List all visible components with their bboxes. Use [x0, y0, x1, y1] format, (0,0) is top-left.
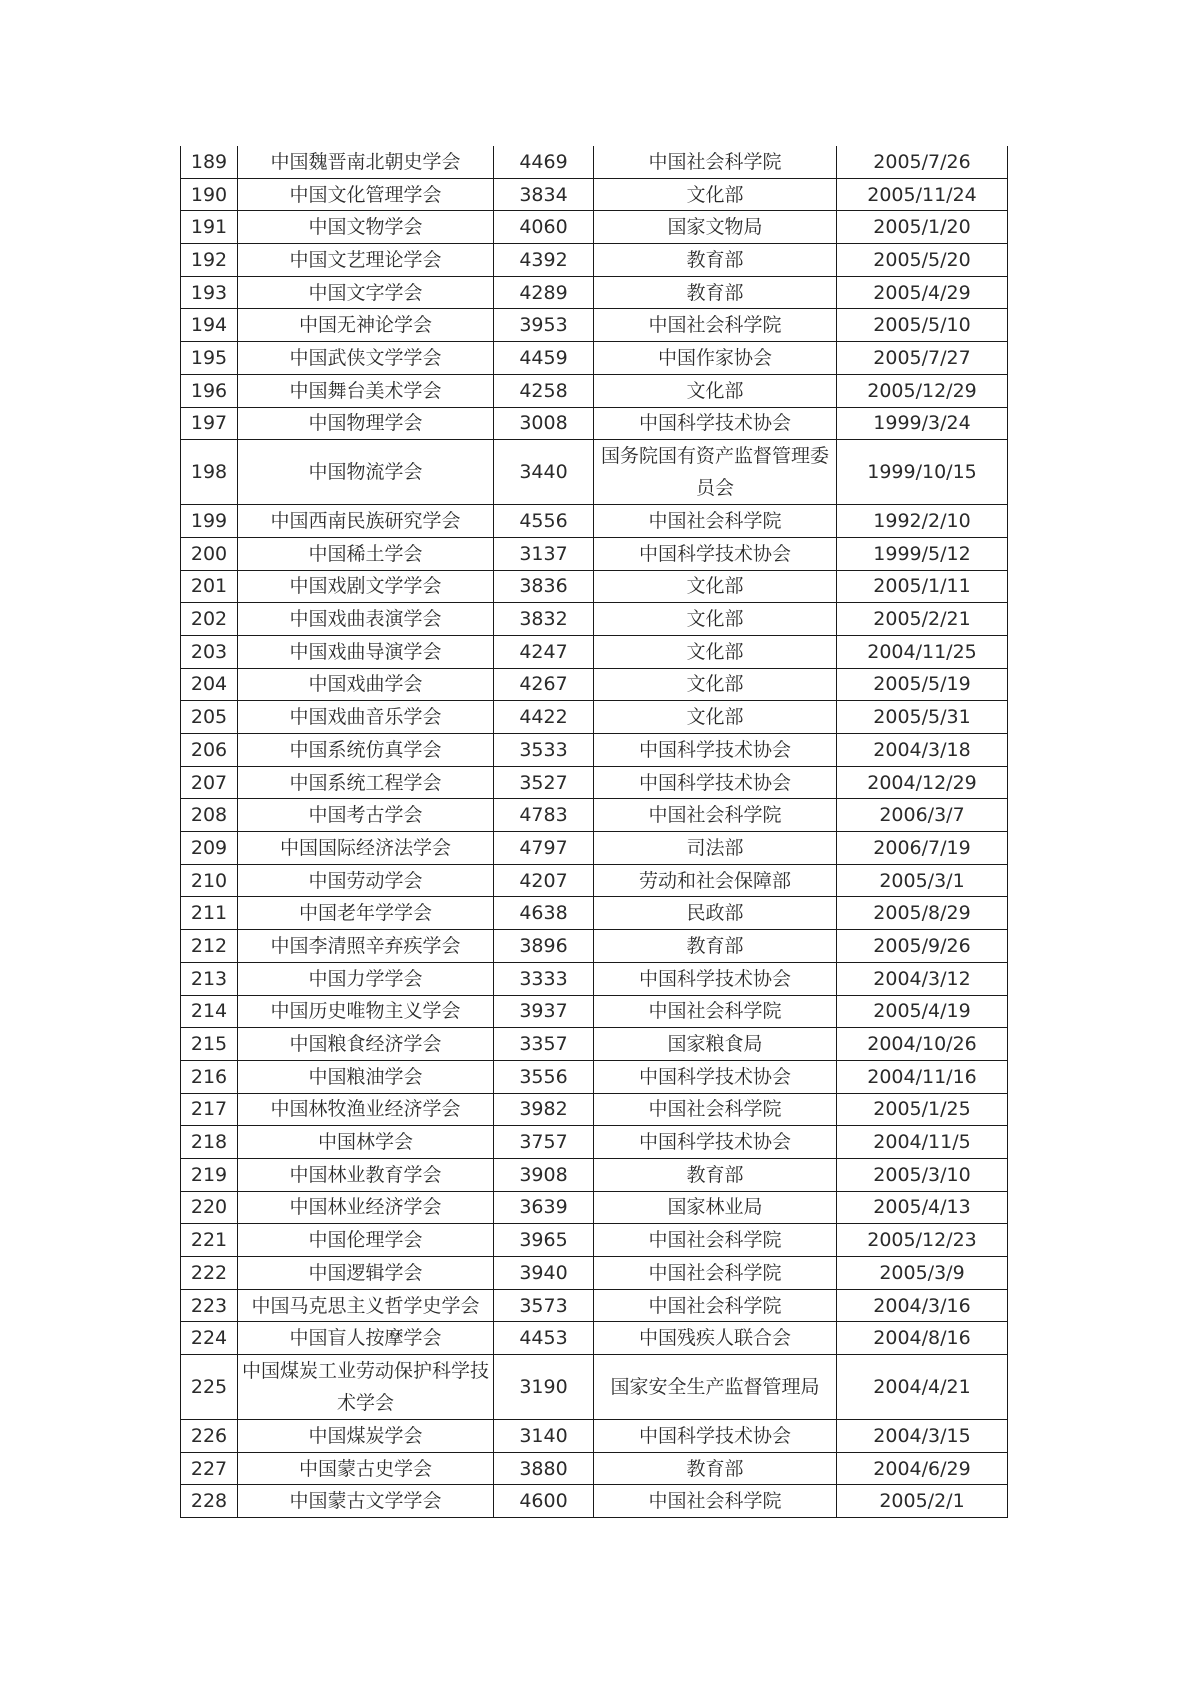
society-name-cell: 中国粮食经济学会 [238, 1028, 494, 1061]
table-row [181, 1093, 1008, 1126]
supervising-unit-cell: 中国社会科学院 [594, 505, 837, 538]
table-row [181, 309, 1008, 342]
supervising-unit-cell: 中国社会科学院 [594, 1224, 837, 1257]
table-row [181, 342, 1008, 375]
date-cell: 2005/4/19 [837, 995, 1008, 1028]
supervising-unit-cell: 中国社会科学院 [594, 1485, 837, 1518]
society-name-cell: 中国老年学学会 [238, 897, 494, 930]
society-name-cell: 中国马克思主义哲学史学会 [238, 1289, 494, 1322]
society-name-cell: 中国国际经济法学会 [238, 832, 494, 865]
registration-number-cell: 3556 [494, 1060, 594, 1093]
date-cell: 2005/7/26 [837, 146, 1008, 178]
table-row [181, 178, 1008, 211]
registration-number-cell: 4267 [494, 668, 594, 701]
supervising-unit-cell: 中国社会科学院 [594, 309, 837, 342]
date-cell: 2005/3/9 [837, 1257, 1008, 1290]
date-cell: 2005/4/13 [837, 1191, 1008, 1224]
registration-number-cell: 4258 [494, 374, 594, 407]
society-name-cell: 中国林业经济学会 [238, 1191, 494, 1224]
table-row [181, 701, 1008, 734]
date-cell: 2004/8/16 [837, 1322, 1008, 1355]
supervising-unit-cell: 中国科学技术协会 [594, 1420, 837, 1453]
society-name-cell: 中国魏晋南北朝史学会 [238, 146, 494, 178]
table-row [181, 1060, 1008, 1093]
registration-number-cell: 3982 [494, 1093, 594, 1126]
date-cell: 1999/5/12 [837, 537, 1008, 570]
row-number-cell: 223 [181, 1289, 238, 1322]
registration-number-cell: 4453 [494, 1322, 594, 1355]
registration-number-cell: 4289 [494, 276, 594, 309]
supervising-unit-cell: 中国科学技术协会 [594, 1126, 837, 1159]
row-number-cell: 219 [181, 1158, 238, 1191]
society-name-cell: 中国戏曲导演学会 [238, 635, 494, 668]
registration-number-cell: 3965 [494, 1224, 594, 1257]
row-number-cell: 220 [181, 1191, 238, 1224]
supervising-unit-cell: 中国社会科学院 [594, 146, 837, 178]
row-number-cell: 203 [181, 635, 238, 668]
registration-number-cell: 3533 [494, 734, 594, 767]
supervising-unit-cell: 中国社会科学院 [594, 1289, 837, 1322]
registration-number-cell: 3440 [494, 440, 594, 505]
registration-number-cell: 3573 [494, 1289, 594, 1322]
society-name-cell: 中国武侠文学学会 [238, 342, 494, 375]
supervising-unit-cell: 民政部 [594, 897, 837, 930]
supervising-unit-cell: 中国残疾人联合会 [594, 1322, 837, 1355]
society-name-cell: 中国盲人按摩学会 [238, 1322, 494, 1355]
date-cell: 2005/4/29 [837, 276, 1008, 309]
society-name-cell: 中国蒙古史学会 [238, 1452, 494, 1485]
row-number-cell: 212 [181, 930, 238, 963]
society-registry-table [180, 146, 1008, 1518]
date-cell: 2005/5/19 [837, 668, 1008, 701]
date-cell: 2005/1/11 [837, 570, 1008, 603]
row-number-cell: 222 [181, 1257, 238, 1290]
row-number-cell: 204 [181, 668, 238, 701]
table-row [181, 1028, 1008, 1061]
row-number-cell: 206 [181, 734, 238, 767]
date-cell: 2005/1/25 [837, 1093, 1008, 1126]
date-cell: 2006/7/19 [837, 832, 1008, 865]
table-row [181, 864, 1008, 897]
society-name-cell: 中国文字学会 [238, 276, 494, 309]
table-row [181, 668, 1008, 701]
registration-number-cell: 3757 [494, 1126, 594, 1159]
registration-number-cell: 3639 [494, 1191, 594, 1224]
table-row [181, 766, 1008, 799]
date-cell: 1992/2/10 [837, 505, 1008, 538]
supervising-unit-cell: 中国科学技术协会 [594, 1060, 837, 1093]
registration-number-cell: 4392 [494, 244, 594, 277]
date-cell: 2005/1/20 [837, 211, 1008, 244]
table-row [181, 734, 1008, 767]
society-name-cell: 中国物理学会 [238, 407, 494, 440]
supervising-unit-cell: 国家文物局 [594, 211, 837, 244]
society-name-cell: 中国系统仿真学会 [238, 734, 494, 767]
supervising-unit-cell: 文化部 [594, 374, 837, 407]
supervising-unit-cell: 中国作家协会 [594, 342, 837, 375]
supervising-unit-cell: 中国科学技术协会 [594, 734, 837, 767]
date-cell: 2005/2/1 [837, 1485, 1008, 1518]
table-row [181, 962, 1008, 995]
date-cell: 2005/9/26 [837, 930, 1008, 963]
row-number-cell: 210 [181, 864, 238, 897]
society-name-cell: 中国粮油学会 [238, 1060, 494, 1093]
row-number-cell: 225 [181, 1355, 238, 1420]
date-cell: 2004/3/18 [837, 734, 1008, 767]
row-number-cell: 209 [181, 832, 238, 865]
date-cell: 2006/3/7 [837, 799, 1008, 832]
supervising-unit-cell: 中国科学技术协会 [594, 766, 837, 799]
registration-number-cell: 3333 [494, 962, 594, 995]
supervising-unit-cell: 文化部 [594, 701, 837, 734]
society-name-cell: 中国伦理学会 [238, 1224, 494, 1257]
table-row [181, 440, 1008, 505]
society-name-cell: 中国李清照辛弃疾学会 [238, 930, 494, 963]
society-name-cell: 中国林学会 [238, 1126, 494, 1159]
registration-number-cell: 4459 [494, 342, 594, 375]
date-cell: 2005/3/1 [837, 864, 1008, 897]
date-cell: 2004/11/25 [837, 635, 1008, 668]
table-row [181, 635, 1008, 668]
table-row [181, 244, 1008, 277]
row-number-cell: 205 [181, 701, 238, 734]
supervising-unit-cell: 中国科学技术协会 [594, 962, 837, 995]
table-row [181, 1158, 1008, 1191]
date-cell: 2004/4/21 [837, 1355, 1008, 1420]
supervising-unit-cell: 文化部 [594, 570, 837, 603]
table-row [181, 276, 1008, 309]
supervising-unit-cell: 国家林业局 [594, 1191, 837, 1224]
society-name-cell: 中国系统工程学会 [238, 766, 494, 799]
row-number-cell: 224 [181, 1322, 238, 1355]
row-number-cell: 217 [181, 1093, 238, 1126]
row-number-cell: 192 [181, 244, 238, 277]
row-number-cell: 216 [181, 1060, 238, 1093]
registration-number-cell: 3008 [494, 407, 594, 440]
supervising-unit-cell: 教育部 [594, 1158, 837, 1191]
date-cell: 2004/3/12 [837, 962, 1008, 995]
society-name-cell: 中国历史唯物主义学会 [238, 995, 494, 1028]
date-cell: 2005/8/29 [837, 897, 1008, 930]
row-number-cell: 199 [181, 505, 238, 538]
table-row [181, 995, 1008, 1028]
registration-number-cell: 4600 [494, 1485, 594, 1518]
row-number-cell: 191 [181, 211, 238, 244]
row-number-cell: 208 [181, 799, 238, 832]
table-row [181, 1289, 1008, 1322]
date-cell: 2005/12/29 [837, 374, 1008, 407]
registration-number-cell: 4247 [494, 635, 594, 668]
society-name-cell: 中国戏曲表演学会 [238, 603, 494, 636]
society-name-cell: 中国文艺理论学会 [238, 244, 494, 277]
table-row [181, 1485, 1008, 1518]
supervising-unit-cell: 教育部 [594, 1452, 837, 1485]
society-name-cell: 中国考古学会 [238, 799, 494, 832]
table-row [181, 832, 1008, 865]
society-name-cell: 中国林牧渔业经济学会 [238, 1093, 494, 1126]
society-name-cell: 中国西南民族研究学会 [238, 505, 494, 538]
date-cell: 2004/3/16 [837, 1289, 1008, 1322]
registration-number-cell: 3834 [494, 178, 594, 211]
row-number-cell: 226 [181, 1420, 238, 1453]
row-number-cell: 195 [181, 342, 238, 375]
date-cell: 2004/11/5 [837, 1126, 1008, 1159]
row-number-cell: 214 [181, 995, 238, 1028]
registration-number-cell: 3836 [494, 570, 594, 603]
supervising-unit-cell: 中国科学技术协会 [594, 407, 837, 440]
supervising-unit-cell: 教育部 [594, 930, 837, 963]
society-name-cell: 中国蒙古文学学会 [238, 1485, 494, 1518]
supervising-unit-cell: 中国社会科学院 [594, 799, 837, 832]
registration-number-cell: 3908 [494, 1158, 594, 1191]
row-number-cell: 197 [181, 407, 238, 440]
society-name-cell: 中国劳动学会 [238, 864, 494, 897]
row-number-cell: 218 [181, 1126, 238, 1159]
table-row [181, 1322, 1008, 1355]
table-row [181, 146, 1008, 178]
date-cell: 2004/6/29 [837, 1452, 1008, 1485]
registration-number-cell: 4783 [494, 799, 594, 832]
registration-number-cell: 3940 [494, 1257, 594, 1290]
society-name-cell: 中国物流学会 [238, 440, 494, 505]
table-row [181, 1420, 1008, 1453]
supervising-unit-cell: 国务院国有资产监督管理委员会 [594, 440, 837, 505]
society-name-cell: 中国稀土学会 [238, 537, 494, 570]
date-cell: 2005/5/20 [837, 244, 1008, 277]
row-number-cell: 221 [181, 1224, 238, 1257]
registration-number-cell: 4060 [494, 211, 594, 244]
row-number-cell: 190 [181, 178, 238, 211]
registration-number-cell: 4797 [494, 832, 594, 865]
registration-number-cell: 3527 [494, 766, 594, 799]
supervising-unit-cell: 国家粮食局 [594, 1028, 837, 1061]
society-name-cell: 中国林业教育学会 [238, 1158, 494, 1191]
registration-number-cell: 3832 [494, 603, 594, 636]
society-name-cell: 中国煤炭工业劳动保护科学技术学会 [238, 1355, 494, 1420]
registration-number-cell: 3880 [494, 1452, 594, 1485]
table-row [181, 1224, 1008, 1257]
row-number-cell: 202 [181, 603, 238, 636]
supervising-unit-cell: 国家安全生产监督管理局 [594, 1355, 837, 1420]
supervising-unit-cell: 中国科学技术协会 [594, 537, 837, 570]
table-row [181, 1126, 1008, 1159]
date-cell: 1999/10/15 [837, 440, 1008, 505]
table-row [181, 505, 1008, 538]
date-cell: 1999/3/24 [837, 407, 1008, 440]
society-name-cell: 中国力学学会 [238, 962, 494, 995]
table-row [181, 407, 1008, 440]
row-number-cell: 189 [181, 146, 238, 178]
row-number-cell: 196 [181, 374, 238, 407]
row-number-cell: 194 [181, 309, 238, 342]
row-number-cell: 227 [181, 1452, 238, 1485]
date-cell: 2004/12/29 [837, 766, 1008, 799]
supervising-unit-cell: 中国社会科学院 [594, 1257, 837, 1290]
society-name-cell: 中国戏曲音乐学会 [238, 701, 494, 734]
registration-number-cell: 4422 [494, 701, 594, 734]
table-row [181, 897, 1008, 930]
registration-number-cell: 3137 [494, 537, 594, 570]
table-row [181, 211, 1008, 244]
society-name-cell: 中国戏剧文学学会 [238, 570, 494, 603]
society-name-cell: 中国文物学会 [238, 211, 494, 244]
supervising-unit-cell: 中国社会科学院 [594, 1093, 837, 1126]
registration-number-cell: 3140 [494, 1420, 594, 1453]
registration-number-cell: 3357 [494, 1028, 594, 1061]
society-name-cell: 中国舞台美术学会 [238, 374, 494, 407]
row-number-cell: 213 [181, 962, 238, 995]
registration-number-cell: 4469 [494, 146, 594, 178]
registration-number-cell: 3896 [494, 930, 594, 963]
registration-number-cell: 3937 [494, 995, 594, 1028]
date-cell: 2005/2/21 [837, 603, 1008, 636]
row-number-cell: 211 [181, 897, 238, 930]
supervising-unit-cell: 文化部 [594, 603, 837, 636]
row-number-cell: 198 [181, 440, 238, 505]
date-cell: 2004/10/26 [837, 1028, 1008, 1061]
table-row [181, 1355, 1008, 1420]
table-body [181, 146, 1008, 1518]
supervising-unit-cell: 文化部 [594, 178, 837, 211]
supervising-unit-cell: 劳动和社会保障部 [594, 864, 837, 897]
supervising-unit-cell: 中国社会科学院 [594, 995, 837, 1028]
date-cell: 2005/5/31 [837, 701, 1008, 734]
date-cell: 2005/11/24 [837, 178, 1008, 211]
supervising-unit-cell: 司法部 [594, 832, 837, 865]
row-number-cell: 207 [181, 766, 238, 799]
table-row [181, 1452, 1008, 1485]
row-number-cell: 200 [181, 537, 238, 570]
society-name-cell: 中国戏曲学会 [238, 668, 494, 701]
date-cell: 2005/3/10 [837, 1158, 1008, 1191]
table-row [181, 930, 1008, 963]
table-row [181, 537, 1008, 570]
row-number-cell: 201 [181, 570, 238, 603]
registration-number-cell: 4638 [494, 897, 594, 930]
registration-number-cell: 4556 [494, 505, 594, 538]
table-row [181, 1257, 1008, 1290]
table-row [181, 374, 1008, 407]
supervising-unit-cell: 文化部 [594, 635, 837, 668]
society-name-cell: 中国煤炭学会 [238, 1420, 494, 1453]
society-name-cell: 中国无神论学会 [238, 309, 494, 342]
society-name-cell: 中国文化管理学会 [238, 178, 494, 211]
date-cell: 2005/7/27 [837, 342, 1008, 375]
date-cell: 2004/11/16 [837, 1060, 1008, 1093]
date-cell: 2005/12/23 [837, 1224, 1008, 1257]
registration-number-cell: 3953 [494, 309, 594, 342]
table-row [181, 570, 1008, 603]
row-number-cell: 228 [181, 1485, 238, 1518]
date-cell: 2005/5/10 [837, 309, 1008, 342]
table-row [181, 1191, 1008, 1224]
registration-number-cell: 4207 [494, 864, 594, 897]
supervising-unit-cell: 文化部 [594, 668, 837, 701]
society-name-cell: 中国逻辑学会 [238, 1257, 494, 1290]
registration-number-cell: 3190 [494, 1355, 594, 1420]
supervising-unit-cell: 教育部 [594, 244, 837, 277]
table-row [181, 603, 1008, 636]
table-row [181, 799, 1008, 832]
row-number-cell: 193 [181, 276, 238, 309]
supervising-unit-cell: 教育部 [594, 276, 837, 309]
date-cell: 2004/3/15 [837, 1420, 1008, 1453]
row-number-cell: 215 [181, 1028, 238, 1061]
